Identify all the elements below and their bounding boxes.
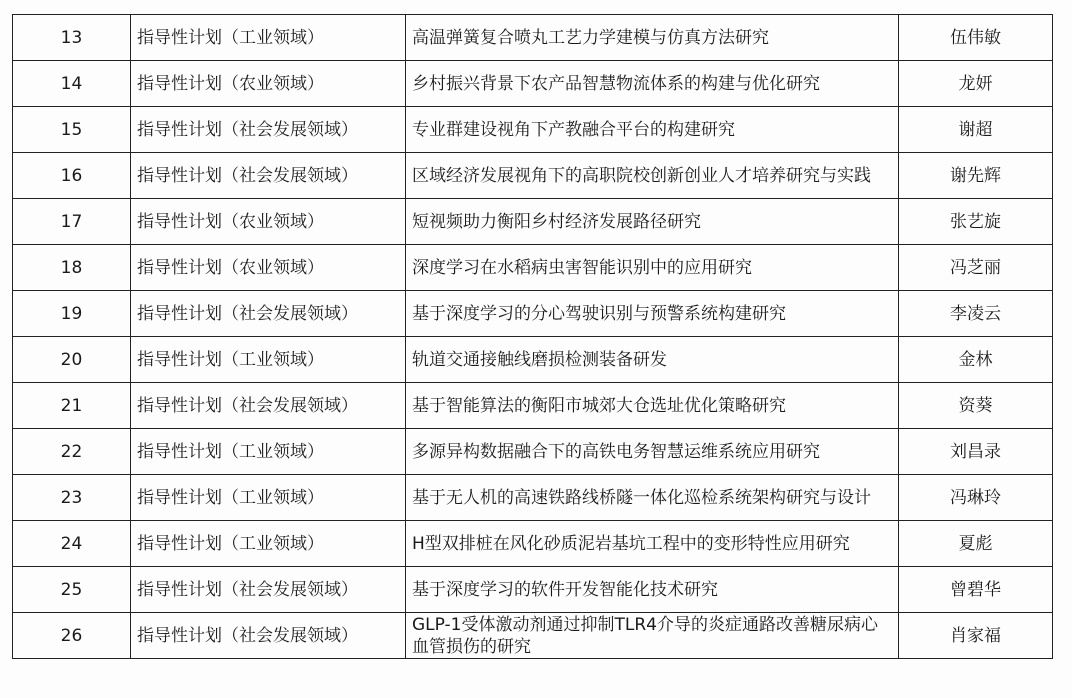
plan-type-cell: 指导性计划（农业领域）	[131, 245, 406, 291]
table-row	[13, 245, 1053, 291]
plan-type-cell: 指导性计划（工业领域）	[131, 475, 406, 521]
project-title-cell: 基于智能算法的衡阳市城郊大仓选址优化策略研究	[406, 383, 899, 429]
row-number-cell: 21	[13, 383, 131, 429]
project-leader-cell: 谢超	[899, 107, 1053, 153]
project-title-cell: 多源异构数据融合下的高铁电务智慧运维系统应用研究	[406, 429, 899, 475]
project-title-cell: 短视频助力衡阳乡村经济发展路径研究	[406, 199, 899, 245]
project-leader-cell: 肖家福	[899, 613, 1053, 659]
plan-type-cell: 指导性计划（工业领域）	[131, 15, 406, 61]
plan-type-cell: 指导性计划（社会发展领域）	[131, 153, 406, 199]
plan-type-cell: 指导性计划（农业领域）	[131, 61, 406, 107]
row-number-cell: 24	[13, 521, 131, 567]
project-leader-cell: 刘昌录	[899, 429, 1053, 475]
project-leader-cell: 龙妍	[899, 61, 1053, 107]
table-row	[13, 429, 1053, 475]
row-number-cell: 25	[13, 567, 131, 613]
plan-type-cell: 指导性计划（社会发展领域）	[131, 291, 406, 337]
row-number-cell: 20	[13, 337, 131, 383]
project-title-cell: 区域经济发展视角下的高职院校创新创业人才培养研究与实践	[406, 153, 899, 199]
table-row	[13, 337, 1053, 383]
plan-type-cell: 指导性计划（工业领域）	[131, 337, 406, 383]
row-number-cell: 23	[13, 475, 131, 521]
project-title-cell: 基于深度学习的分心驾驶识别与预警系统构建研究	[406, 291, 899, 337]
project-leader-cell: 李凌云	[899, 291, 1053, 337]
row-number-cell: 26	[13, 613, 131, 659]
project-title-cell: 基于深度学习的软件开发智能化技术研究	[406, 567, 899, 613]
plan-type-cell: 指导性计划（工业领域）	[131, 429, 406, 475]
table-row	[13, 383, 1053, 429]
project-title-cell: H型双排桩在风化砂质泥岩基坑工程中的变形特性应用研究	[406, 521, 899, 567]
project-leader-cell: 张艺旋	[899, 199, 1053, 245]
row-number-cell: 13	[13, 15, 131, 61]
project-leader-cell: 伍伟敏	[899, 15, 1053, 61]
table-body	[13, 15, 1053, 659]
row-number-cell: 16	[13, 153, 131, 199]
table-row	[13, 107, 1053, 153]
project-leader-cell: 金林	[899, 337, 1053, 383]
project-title-cell: 高温弹簧复合喷丸工艺力学建模与仿真方法研究	[406, 15, 899, 61]
row-number-cell: 22	[13, 429, 131, 475]
plan-type-cell: 指导性计划（农业领域）	[131, 199, 406, 245]
row-number-cell: 19	[13, 291, 131, 337]
plan-type-cell: 指导性计划（社会发展领域）	[131, 567, 406, 613]
project-title-cell: GLP-1受体激动剂通过抑制TLR4介导的炎症通路改善糖尿病心血管损伤的研究	[406, 613, 899, 659]
table-row	[13, 613, 1053, 659]
project-leader-cell: 谢先辉	[899, 153, 1053, 199]
project-table	[12, 14, 1053, 659]
row-number-cell: 17	[13, 199, 131, 245]
table-row	[13, 475, 1053, 521]
table-row	[13, 15, 1053, 61]
table-row	[13, 153, 1053, 199]
plan-type-cell: 指导性计划（社会发展领域）	[131, 383, 406, 429]
plan-type-cell: 指导性计划（工业领域）	[131, 521, 406, 567]
table-row	[13, 521, 1053, 567]
project-leader-cell: 曾碧华	[899, 567, 1053, 613]
plan-type-cell: 指导性计划（社会发展领域）	[131, 107, 406, 153]
project-leader-cell: 冯芝丽	[899, 245, 1053, 291]
table-row	[13, 199, 1053, 245]
project-title-cell: 乡村振兴背景下农产品智慧物流体系的构建与优化研究	[406, 61, 899, 107]
table-row	[13, 567, 1053, 613]
project-title-cell: 专业群建设视角下产教融合平台的构建研究	[406, 107, 899, 153]
row-number-cell: 14	[13, 61, 131, 107]
project-leader-cell: 资葵	[899, 383, 1053, 429]
project-leader-cell: 冯琳玲	[899, 475, 1053, 521]
plan-type-cell: 指导性计划（社会发展领域）	[131, 613, 406, 659]
row-number-cell: 15	[13, 107, 131, 153]
table-row	[13, 291, 1053, 337]
project-title-cell: 基于无人机的高速铁路线桥隧一体化巡检系统架构研究与设计	[406, 475, 899, 521]
project-leader-cell: 夏彪	[899, 521, 1053, 567]
row-number-cell: 18	[13, 245, 131, 291]
project-title-cell: 轨道交通接触线磨损检测装备研发	[406, 337, 899, 383]
table-row	[13, 61, 1053, 107]
project-title-cell: 深度学习在水稻病虫害智能识别中的应用研究	[406, 245, 899, 291]
